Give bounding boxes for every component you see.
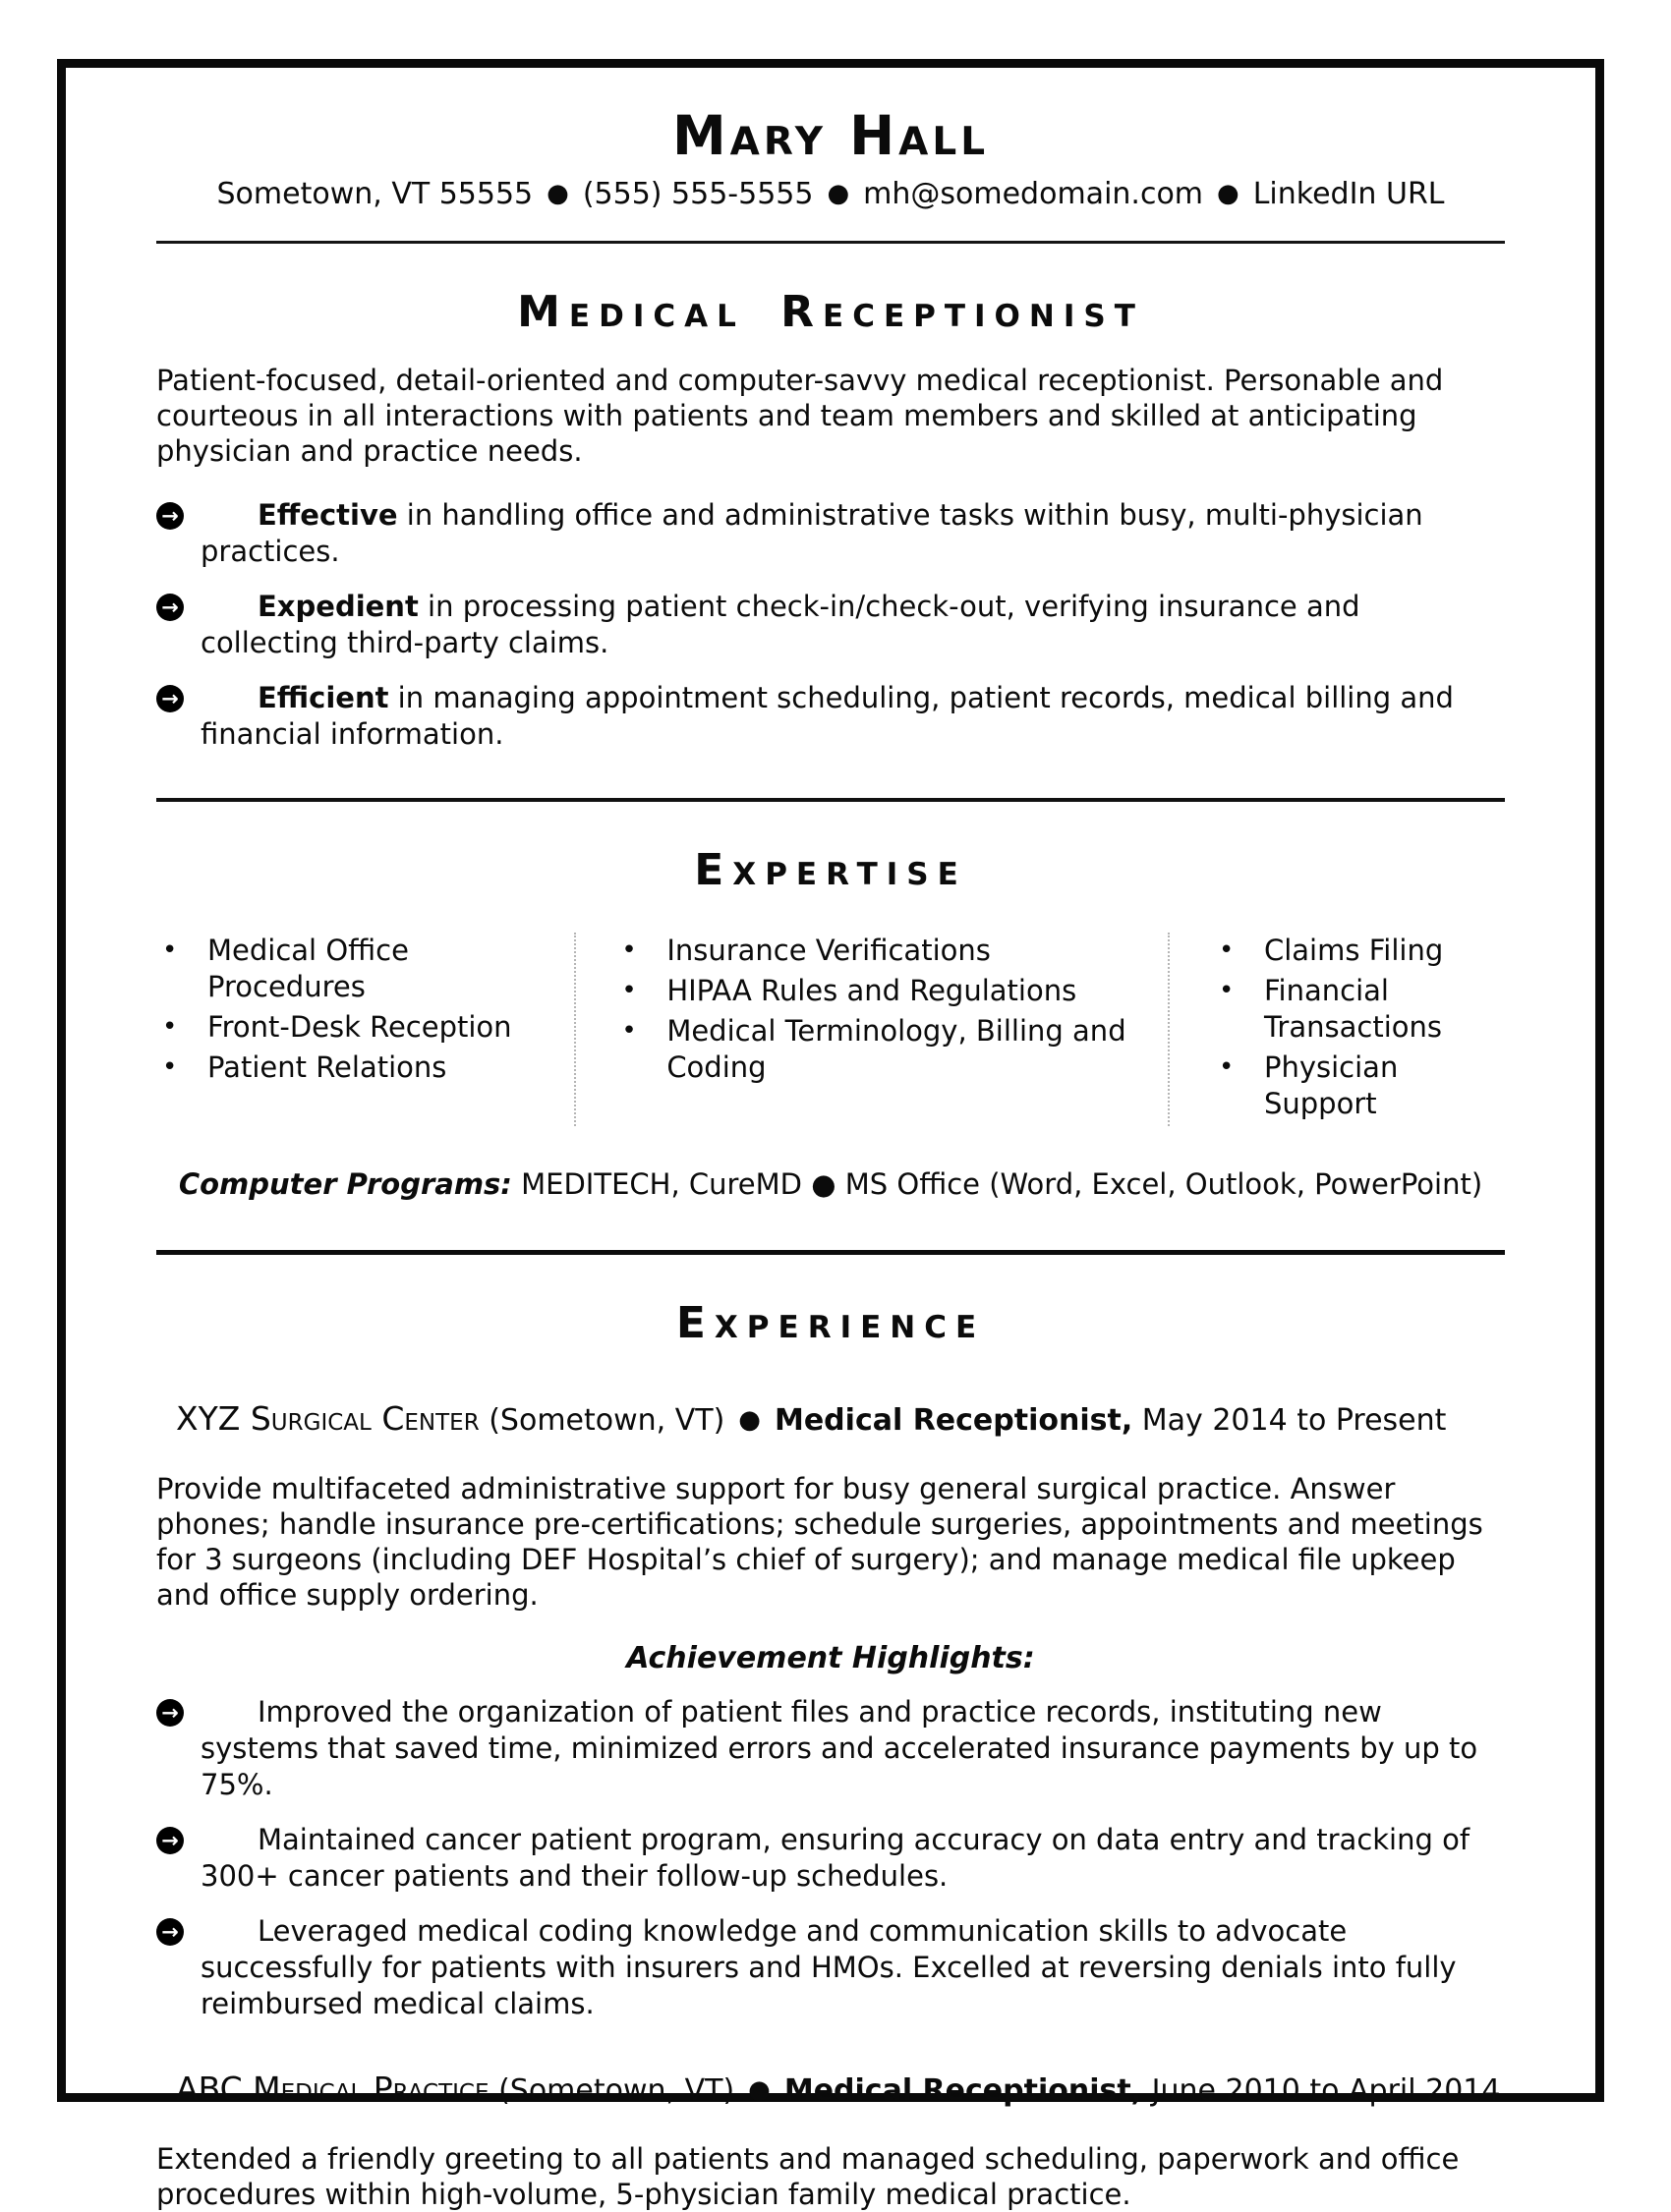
- expertise-item: • Medical Terminology, Billing and Coding: [621, 1014, 1126, 1085]
- contact-linkedin: LinkedIn URL: [1252, 177, 1445, 212]
- bullet-text: Improved the organization of patient files and practice records, instituting new systems that saved time, minimized errors and accelerated insurance payments by up to 75%.: [201, 1695, 1478, 1802]
- expertise-column: [574, 933, 1168, 1126]
- expertise-column: [156, 933, 574, 1126]
- summary-bullet: [156, 680, 1505, 753]
- bullet-dot-icon: •: [1218, 976, 1235, 1006]
- expertise-item: • Physician Support: [1218, 1050, 1399, 1121]
- job-dates: May 2014 to Present: [1141, 1403, 1447, 1439]
- separator-dot-icon: ●: [748, 2075, 771, 2106]
- computer-programs-label: Computer Programs:: [178, 1167, 512, 1202]
- circle-arrow-bullet-icon: →: [156, 502, 184, 530]
- bullet-dot-icon: •: [162, 1052, 178, 1083]
- expertise-item: • Financial Transactions: [1218, 974, 1442, 1045]
- bullet-dot-icon: •: [1218, 936, 1235, 966]
- job-role: Medical Receptionist,: [774, 1403, 1133, 1439]
- separator-dot-icon: ●: [827, 179, 850, 209]
- summary-paragraph: Patient-focused, detail-oriented and computer-savvy medical receptionist. Personable and courteous in all interactions with patients and team members and skilled at anticipating physician and practice needs.: [156, 364, 1444, 469]
- expertise-column: [1168, 933, 1505, 1126]
- job-description: Extended a friendly greeting to all patients and managed scheduling, paperwork and office procedures within high-volume, 5-physician family medical practice.: [156, 2142, 1460, 2212]
- circle-arrow-bullet-icon: →: [156, 1827, 184, 1854]
- achievement-bullet: [156, 1694, 1505, 1803]
- page-frame: [57, 59, 1604, 2212]
- contact-phone: (555) 555-5555: [582, 177, 814, 212]
- bullet-dot-icon: •: [162, 1012, 178, 1043]
- bullet-lead: Expedient: [258, 590, 419, 624]
- computer-programs-text: MEDITECH, CureMD ● MS Office (Word, Excel, Outlook, PowerPoint): [511, 1167, 1483, 1202]
- job-header: [156, 1399, 1505, 1442]
- separator-dot-icon: ●: [738, 1405, 761, 1436]
- expertise-item: • Claims Filing: [1218, 934, 1444, 968]
- achievement-highlights-label: Achievement Highlights:: [626, 1641, 1035, 1676]
- contact-email: mh@somedomain.com: [863, 177, 1204, 212]
- expertise-item: • Medical Office Procedures: [162, 934, 409, 1004]
- separator-dot-icon: ●: [1217, 179, 1239, 209]
- bullet-text: in processing patient check-in/check-out, verifying insurance and collecting third-party claims.: [201, 590, 1360, 660]
- bullet-lead: Effective: [258, 498, 398, 533]
- section-heading-experience: Experience: [675, 1298, 986, 1349]
- expertise-item: • Front-Desk Reception: [162, 1010, 512, 1045]
- circle-arrow-bullet-icon: →: [156, 1918, 184, 1946]
- circle-arrow-bullet-icon: →: [156, 594, 184, 621]
- expertise-item: • HIPAA Rules and Regulations: [621, 974, 1077, 1008]
- header-divider: [156, 241, 1505, 244]
- bullet-text: in handling office and administrative tasks within busy, multi-physician practices.: [201, 498, 1423, 569]
- circle-arrow-bullet-icon: →: [156, 1699, 184, 1727]
- computer-programs-line: [156, 1167, 1505, 1201]
- bullet-lead: Efficient: [258, 681, 389, 715]
- contact-line: [156, 177, 1505, 211]
- job-dates: June 2010 to April 2014: [1151, 2073, 1501, 2109]
- expertise-item: • Patient Relations: [162, 1050, 447, 1085]
- summary-bullet: [156, 497, 1505, 570]
- job-title-heading: Medical Receptionist: [517, 287, 1144, 338]
- bullet-dot-icon: •: [621, 936, 637, 966]
- bullet-dot-icon: •: [162, 936, 178, 966]
- company-name: XYZ Surgical Center: [176, 1399, 480, 1439]
- name-heading: Mary Hall: [671, 104, 990, 167]
- job-location: (Sometown, VT): [498, 2073, 735, 2109]
- bullet-dot-icon: •: [621, 976, 637, 1006]
- contact-location: Sometown, VT 55555: [216, 177, 534, 212]
- job-location: (Sometown, VT): [489, 1403, 725, 1439]
- job-description: Provide multifaceted administrative support for busy general surgical practice. Answer phones; handle insurance pre-certifications; schedule surgeries, appointments and meetings for 3 surgeons (including DEF Hospital’s chief of surgery); and manage medical file upkeep and office supply ordering.: [156, 1472, 1483, 1613]
- circle-arrow-bullet-icon: →: [156, 685, 184, 712]
- job-role: Medical Receptionist,: [783, 2073, 1143, 2109]
- separator-dot-icon: ●: [547, 179, 569, 209]
- bullet-text: in managing appointment scheduling, patient records, medical billing and financial information.: [201, 681, 1454, 752]
- bullet-dot-icon: •: [621, 1016, 637, 1047]
- section-heading-expertise: Expertise: [694, 845, 967, 896]
- job-header: [156, 2070, 1505, 2112]
- section-divider: [156, 1250, 1505, 1255]
- company-name: ABC Medical Practice: [176, 2070, 490, 2109]
- bullet-text: Maintained cancer patient program, ensuring accuracy on data entry and tracking of 300+ cancer patients and their follow-up schedules.: [201, 1823, 1470, 1894]
- bullet-text: Leveraged medical coding knowledge and communication skills to advocate successfully for patients with insurers and HMOs. Excelled at reversing denials into fully reimbursed medical claims.: [201, 1914, 1457, 2021]
- expertise-table: [156, 933, 1505, 1126]
- achievement-bullet: [156, 1913, 1505, 2022]
- section-divider: [156, 798, 1505, 802]
- summary-bullet: [156, 589, 1505, 661]
- expertise-item: • Insurance Verifications: [621, 934, 991, 968]
- bullet-dot-icon: •: [1218, 1052, 1235, 1083]
- achievement-bullet: [156, 1822, 1505, 1895]
